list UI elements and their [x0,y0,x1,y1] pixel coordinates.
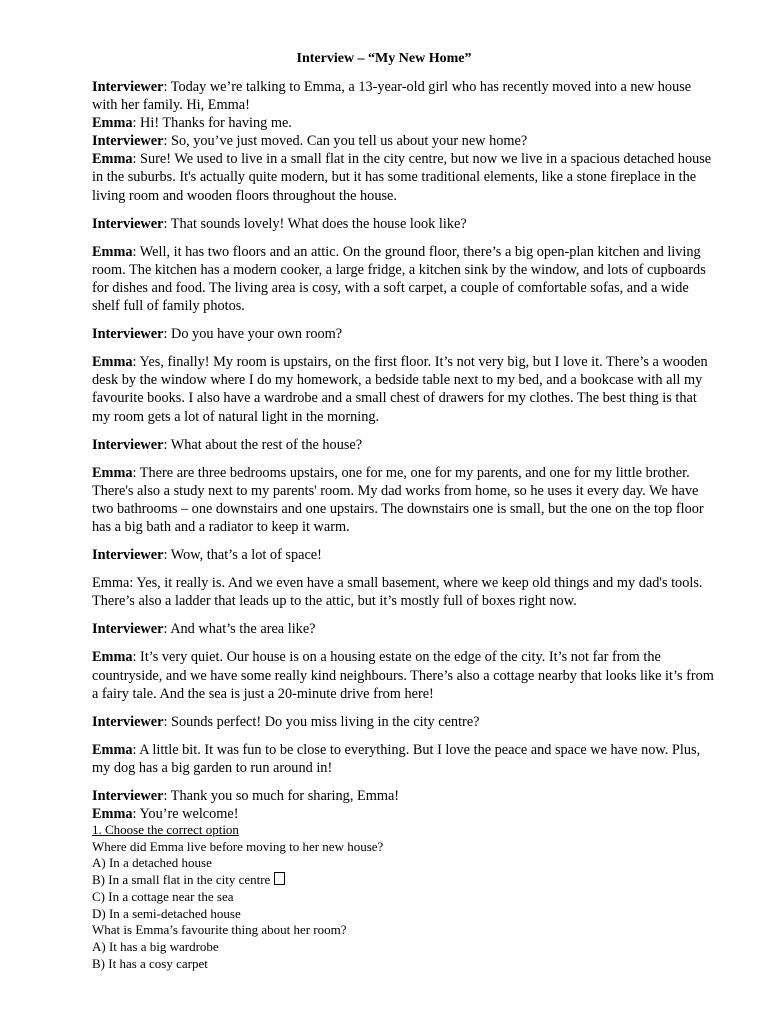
speaker-label: Interviewer [92,547,164,564]
dialogue-line [92,464,714,536]
dialogue-line [92,243,714,315]
dialogue-text: Emma: Yes, it really is. And we even have a small basement, where we keep old things and my dad's tools. There’s also a ladder that leads up to the attic, but it’s mostly full of boxes right now. [92,575,703,610]
quiz-option [92,872,712,889]
speaker-label: Interviewer [92,79,164,95]
speaker-label: Emma [92,115,133,132]
dialogue-line [92,805,714,823]
speaker-label: Interviewer [92,215,164,232]
dialogue-line [92,787,714,805]
dialogue-line [92,150,714,204]
dialogue-line [92,132,714,150]
quiz-option: D) In a semi-detached house [92,905,241,921]
dialogue-text: : Wow, that’s a lot of space! [163,547,322,564]
dialogue-text: : There are three bedrooms upstairs, one for me, one for my parents, and one for my little brother. There's also a study next to my parents' room. My dad works from home, so he uses it every day. We have two bathrooms – one downstairs and one upstairs. The downstairs one is small, but the one on the top floor has a big bath and a radiator to keep it warm. [92,464,704,535]
dialogue-line [92,741,714,777]
dialogue-text: : Yes, finally! My room is upstairs, on the first floor. It’s not very big, but I love it. There’s a wooden desk by the window where I do my homework, a bedside table next to my bed, and a bookcase with all my favourite books. I also have a wardrobe and a small chest of drawers for my clothes. The best thing is that my room gets a lot of natural light in the morning. [92,354,708,425]
quiz-question: What is Emma’s favourite thing about her room? [92,922,347,938]
speaker-label: Interviewer [92,326,164,343]
dialogue-line [92,574,714,610]
speaker-label: Emma [92,649,133,666]
document-title: Interview – “My New Home” [296,51,472,66]
dialogue-text: : Hi! Thanks for having me. [132,115,292,132]
dialogue-line [92,546,714,564]
checkbox-icon [274,872,285,885]
speaker-label: Emma [92,354,133,371]
dialogue-line [92,215,714,233]
dialogue-text: : And what’s the area like? [163,621,316,638]
dialogue-text: : Do you have your own room? [163,326,343,343]
speaker-label: Interviewer [92,133,164,150]
interview-body [92,78,714,823]
dialogue-line [92,78,714,114]
speaker-label: Interviewer [92,621,164,638]
speaker-label: Emma [92,741,133,758]
quiz-option: B) It has a cosy carpet [92,955,208,971]
speaker-label: Interviewer [92,788,164,804]
dialogue-text: : It’s very quiet. Our house is on a housing estate on the edge of the city. It’s not far from the countryside, and we have some really kind neighbours. There’s also a cottage nearby that looks like it’s from a fairy tale. And the sea is just a 20-minute drive from here! [92,649,714,702]
quiz-option: A) It has a big wardrobe [92,938,219,954]
dialogue-text: : Sure! We used to live in a small flat in the city centre, but now we live in a spacious detached house in the suburbs. It's actually quite modern, but it has some traditional elements, like a stone fireplace in the living room and wooden floors throughout the house. [92,151,712,204]
quiz-heading: 1. Choose the correct option [92,822,239,837]
dialogue-text: : A little bit. It was fun to be close to everything. But I love the peace and space we have now. Plus, my dog has a big garden to run around in! [92,741,701,776]
dialogue-text: : So, you’ve just moved. Can you tell us about your new home? [163,133,528,150]
quiz-question: Where did Emma live before moving to her new house? [92,838,384,854]
dialogue-line [92,325,714,343]
speaker-label: Emma [92,464,133,481]
dialogue-line [92,436,714,454]
dialogue-line [92,648,714,702]
dialogue-text: : What about the rest of the house? [163,436,363,453]
dialogue-text: : Thank you so much for sharing, Emma! [163,788,400,804]
speaker-label: Emma [92,243,133,260]
dialogue-line [92,713,714,731]
speaker-label: Interviewer [92,713,164,730]
speaker-label: Emma [92,151,133,168]
dialogue-line [92,620,714,638]
dialogue-line [92,353,714,425]
dialogue-line [92,114,714,132]
dialogue-text: : Sounds perfect! Do you miss living in the city centre? [163,713,480,730]
dialogue-text: : Today we’re talking to Emma, a 13-year-old girl who has recently moved into a new house with her family. Hi, Emma! [92,79,692,114]
quiz-option: C) In a cottage near the sea [92,888,234,904]
dialogue-text: : You’re welcome! [132,806,239,823]
quiz-option-text: B) In a small flat in the city centre [92,872,271,888]
dialogue-text: : Well, it has two floors and an attic. On the ground floor, there’s a big open-plan kitchen and living room. The kitchen has a modern cooker, a large fridge, a kitchen sink by the window, and lots of cupboards for dishes and food. The living area is cosy, with a soft carpet, a couple of comfortable sofas, and a wide shelf full of family photos. [92,243,706,315]
dialogue-text: : That sounds lovely! What does the house look like? [163,215,467,232]
speaker-label: Emma [92,806,133,823]
speaker-label: Interviewer [92,436,164,453]
quiz-section [92,822,712,972]
quiz-option: A) In a detached house [92,855,212,871]
